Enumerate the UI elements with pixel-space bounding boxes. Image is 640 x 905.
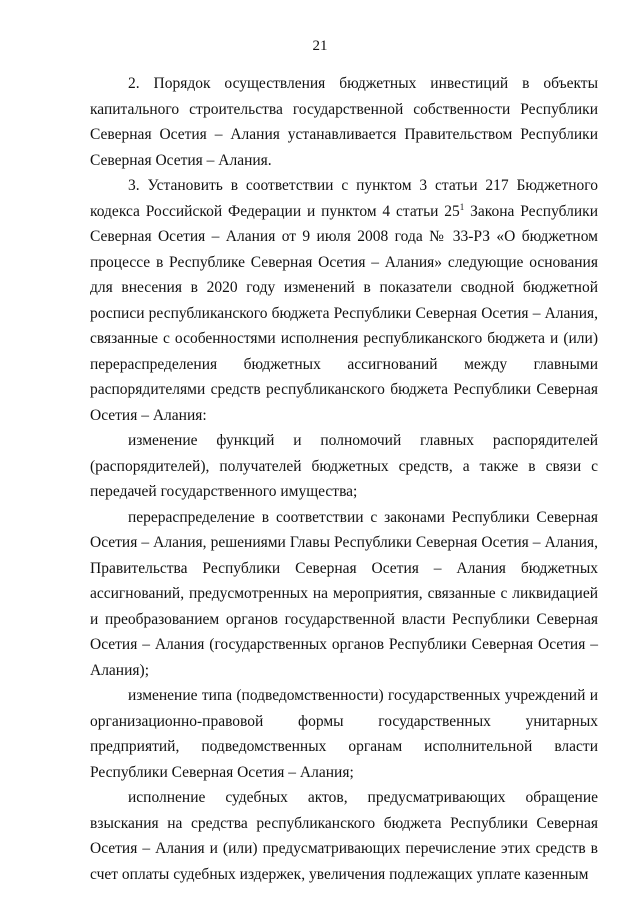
- paragraph-redistribution: перераспределение в соответствии с законами Республики Северная Осетия – Алания, решениями Главы Республики Северная Осетия – Алания, Правительства Республики Северная Осетия – Алания бюджетных ассигнований, предусмотренных на мероприятия, связанные с ликвидацией и преобразованием органов государственной власти Республики Северная Осетия – Алания (государственных органов Республики Северная Осетия – Алания);: [90, 508, 598, 679]
- paragraph-grounds-text-before: 3. Установить в соответствии с пунктом 3 статьи 217 Бюджетного кодекса Российской Федерации и пунктом 4 статьи 25: [90, 177, 598, 220]
- paragraph-grounds-text-after: Закона Республики Северная Осетия – Алания от 9 июля 2008 года № 33-РЗ «О бюджетном процессе в Республике Северная Осетия – Алания» следующие основания для внесения в 2020 году изменений в показатели сводной бюджетной росписи республиканского бюджета Республики Северная Осетия – Алания, связанные с особенностями исполнения республиканского бюджета и (или) перераспределения бюджетных ассигнований между главными распорядителями средств республиканского бюджета Республики Северная Осетия – Алания:: [90, 202, 599, 424]
- page-number: 21: [312, 38, 328, 54]
- paragraph-investments: 2. Порядок осуществления бюджетных инвестиций в объекты капитального строительства государственной собственности Республики Северная Осетия – Алания устанавливается Правительством Республики Северная Осетия – Алания.: [90, 75, 598, 169]
- paragraph-court-acts: исполнение судебных актов, предусматривающих обращение взыскания на средства республиканского бюджета Республики Северная Осетия – Алания и (или) предусматривающих перечисление этих средств в счет оплаты судебных издержек, увеличения подлежащих уплате казенным: [90, 789, 598, 883]
- document-body: [90, 71, 598, 887]
- paragraph-type-change: изменение типа (подведомственности) государственных учреждений и организационно-правовой формы государственных унитарных предприятий, подведомственных органам исполнительной власти Республики Северная Осетия – Алания;: [90, 687, 598, 781]
- paragraph-grounds: [90, 173, 598, 428]
- paragraph-functions-change: изменение функций и полномочий главных распорядителей (распорядителей), получателей бюджетных средств, а также в связи с передачей государственного имущества;: [90, 432, 598, 500]
- article-superscript: 1: [459, 201, 465, 212]
